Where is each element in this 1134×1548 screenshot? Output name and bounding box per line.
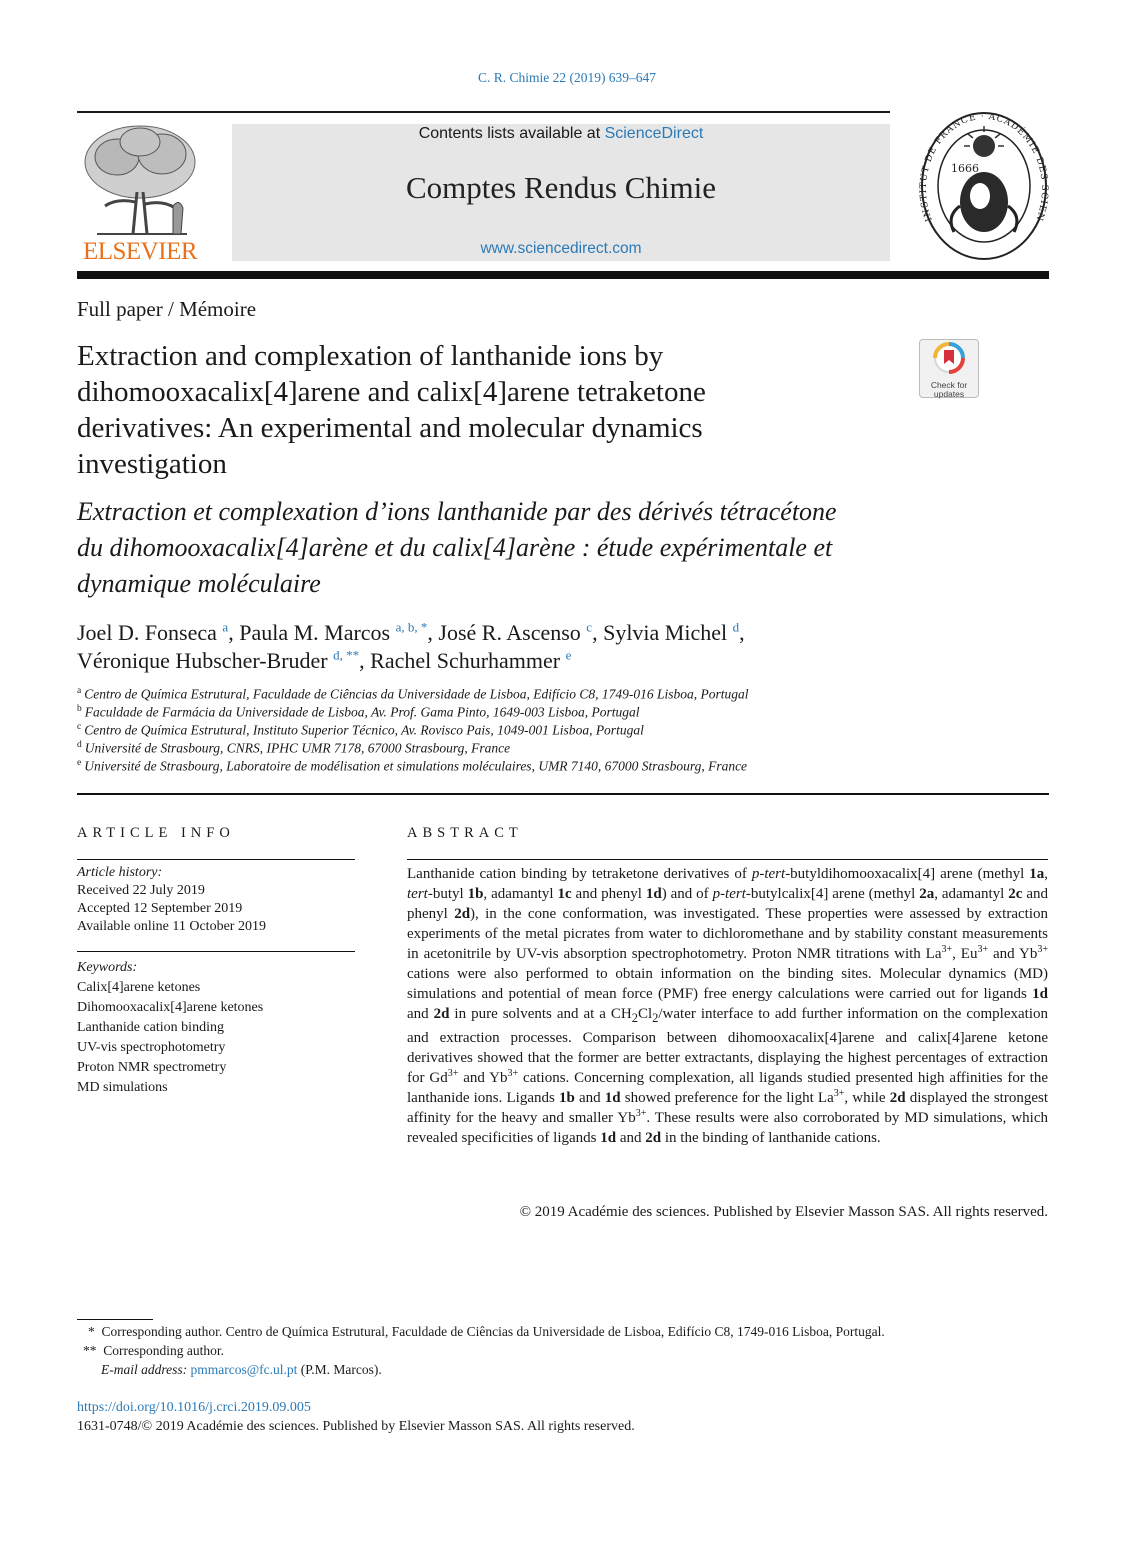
- contents-prefix: Contents lists available at: [418, 125, 605, 142]
- journal-name: Comptes Rendus Chimie: [406, 170, 716, 205]
- compound-label: 1c: [557, 886, 572, 902]
- author-name: Sylvia Michel: [603, 620, 728, 645]
- contents-line: [232, 125, 890, 143]
- author-sep: ,: [427, 620, 439, 645]
- abstract-run: /water interface to add further information on the complexation and extraction processes. Comparison between dihomooxacalix[4]arene and calix[4]arene ketone derivatives showed that the former are better extractants, displaying the highest percentages of extraction for Gd: [407, 1006, 1048, 1086]
- elsevier-wordmark: ELSEVIER: [82, 238, 198, 265]
- abstract-run: displayed the strongest affinity for the heavy and smaller Yb: [407, 1090, 1048, 1126]
- abstract-run: -butyl: [427, 886, 468, 902]
- author-sep: ,: [592, 620, 604, 645]
- header-thick-rule: [77, 271, 1049, 279]
- abstract-run: and Yb: [988, 946, 1038, 962]
- formula-sub: 2: [652, 1011, 659, 1025]
- charge-sup: 3+: [1037, 944, 1049, 955]
- footnote-corresponding-2: [83, 1343, 224, 1359]
- footnote-rule: [77, 1319, 153, 1320]
- affiliation-mark: d: [77, 740, 82, 750]
- abstract-run: , adamantyl: [483, 886, 558, 902]
- journal-citation: C. R. Chimie 22 (2019) 639–647: [477, 70, 657, 85]
- history-label: Article history:: [77, 865, 163, 880]
- keyword: Lanthanide cation binding: [77, 1020, 224, 1035]
- website-link[interactable]: www.sciencedirect.com: [480, 240, 642, 257]
- affiliation-text: Centro de Química Estrutural, Faculdade de Ciências da Universidade de Lisboa, Edifício C8, 1749-016 Lisboa, Portugal: [84, 686, 749, 702]
- abstract-copyright: © 2019 Académie des sciences. Published by Elsevier Masson SAS. All rights reserved.: [519, 1204, 1048, 1220]
- history-item: Available online 11 October 2019: [77, 919, 266, 934]
- french-title-line: dynamique moléculaire: [77, 569, 321, 598]
- section-rule: [77, 793, 1049, 795]
- footnote-mark: **: [83, 1343, 97, 1358]
- abstract-run: ,: [1044, 866, 1049, 882]
- author-name: Paula M. Marcos: [239, 620, 391, 645]
- french-title: [77, 494, 977, 602]
- compound-label: 2d: [645, 1130, 662, 1146]
- author-line-2: [77, 647, 1057, 675]
- author-affil-mark[interactable]: e: [565, 647, 572, 663]
- affiliation-mark: e: [77, 758, 82, 768]
- email-owner: (P.M. Marcos).: [297, 1362, 382, 1377]
- affiliation: [77, 704, 639, 721]
- sciencedirect-link[interactable]: ScienceDirect: [604, 125, 704, 142]
- article-title: [77, 338, 897, 482]
- author-sep: ,: [739, 620, 745, 645]
- charge-sup: 3+: [635, 1108, 647, 1119]
- abstract-text: [407, 864, 1048, 1148]
- author-affil-mark[interactable]: c: [586, 619, 593, 635]
- author-line-1: [77, 619, 1057, 647]
- keyword: MD simulations: [77, 1080, 168, 1095]
- compound-label: 1a: [1029, 866, 1045, 882]
- abstract-run: showed preference for the light La: [620, 1090, 834, 1106]
- author-name: Rachel Schurhammer: [370, 648, 561, 673]
- abstract-italic: p-tert: [712, 886, 746, 902]
- compound-label: 2a: [919, 886, 935, 902]
- compound-label: 2d: [454, 906, 471, 922]
- history-item: Accepted 12 September 2019: [77, 901, 243, 916]
- keywords-list: [77, 958, 357, 1098]
- abstract-run: in the binding of lanthanide cations.: [661, 1130, 881, 1146]
- footnote-text: Corresponding author.: [103, 1343, 224, 1358]
- affiliation-mark: b: [77, 704, 82, 714]
- academie-seal-logo: [918, 110, 1050, 262]
- abstract-run: in pure solvents and at a CH: [449, 1006, 632, 1022]
- affiliation-text: Centro de Química Estrutural, Instituto Superior Técnico, Av. Rovisco Pais, 1049-001 Lisboa, Portugal: [84, 722, 644, 738]
- title-line: dihomooxacalix[4]arene and calix[4]arene tetraketone: [77, 376, 706, 408]
- title-line: Extraction and complexation of lanthanide ions by: [77, 340, 664, 372]
- abstract-run: -butyldihomooxacalix[4] arene (methyl: [785, 866, 1030, 882]
- affiliation: [77, 722, 644, 739]
- email-label: E-mail address:: [101, 1362, 191, 1377]
- article-history: [77, 864, 357, 936]
- keyword: Calix[4]arene ketones: [77, 980, 201, 995]
- affiliation: [77, 758, 747, 775]
- charge-sup: 3+: [447, 1068, 459, 1079]
- compound-label: 1d: [645, 886, 662, 902]
- compound-label: 1b: [558, 1090, 575, 1106]
- affiliation-mark: c: [77, 722, 82, 732]
- abstract-run: cations. Concerning complexation, all ligands studied presented high affinities for the lanthanide ions. Ligands: [407, 1070, 1049, 1106]
- header-rule: [77, 111, 890, 113]
- author-affil-mark[interactable]: d, **: [333, 647, 360, 663]
- seal-text: INSTITUT DE FRANCE · ACADÉMIE DES SCIEN: [918, 111, 1050, 223]
- affiliation: [77, 686, 749, 703]
- keywords-label: Keywords:: [77, 960, 138, 975]
- compound-label: 1d: [600, 1130, 617, 1146]
- abstract-italic: p-tert: [751, 866, 786, 882]
- affiliation-text: Faculdade de Farmácia da Universidade de Lisboa, Av. Prof. Gama Pinto, 1649-003 Lisboa, Portugal: [84, 704, 640, 720]
- compound-label: 2c: [1008, 886, 1023, 902]
- author-name: Joel D. Fonseca: [77, 620, 217, 645]
- keyword: UV-vis spectrophotometry: [77, 1040, 226, 1055]
- abstract-run: -butylcalix[4] arene (methyl: [745, 886, 920, 902]
- seal-years-left: 1666: [951, 162, 979, 175]
- paper-type: Full paper / Mémoire: [77, 297, 257, 321]
- doi-link[interactable]: https://doi.org/10.1016/j.crci.2019.09.005: [77, 1400, 311, 1415]
- abstract-run: Cl: [637, 1006, 653, 1022]
- footnote-mark: *: [88, 1324, 95, 1339]
- footnote-email: [101, 1362, 382, 1378]
- abstract-run: and phenyl: [407, 886, 1048, 922]
- author-affil-mark[interactable]: a: [222, 619, 229, 635]
- author-list: [77, 619, 1057, 675]
- author-affil-mark[interactable]: a, b, *: [395, 619, 428, 635]
- author-sep: ,: [359, 648, 371, 673]
- footnote-corresponding-1: [88, 1324, 885, 1340]
- article-info-rule: [77, 859, 355, 860]
- author-name: Véronique Hubscher-Bruder: [77, 648, 328, 673]
- charge-sup: 3+: [977, 944, 989, 955]
- keywords-rule: [77, 951, 355, 952]
- compound-label: 2d: [889, 1090, 906, 1106]
- author-affil-mark[interactable]: d: [732, 619, 740, 635]
- abstract-run: . These results were also corroborated by MD simulations, which revealed specificities of ligands: [407, 1110, 1048, 1146]
- abstract-run: and Yb: [458, 1070, 508, 1086]
- abstract-run: and: [574, 1090, 605, 1106]
- keyword: Dihomooxacalix[4]arene ketones: [77, 1000, 264, 1015]
- abstract-run: Lanthanide cation binding by tetraketone derivatives of: [407, 866, 752, 882]
- abstract-run: , while: [844, 1090, 890, 1106]
- compound-label: 1b: [467, 886, 484, 902]
- compound-label: 2d: [433, 1006, 450, 1022]
- author-name: José R. Ascenso: [438, 620, 581, 645]
- abstract-heading: ABSTRACT: [407, 825, 523, 841]
- french-title-line: du dihomooxacalix[4]arène et du calix[4]arène : étude expérimentale et: [77, 533, 833, 562]
- affiliation-text: Université de Strasbourg, CNRS, IPHC UMR 7178, 67000 Strasbourg, France: [84, 740, 511, 756]
- charge-sup: 3+: [941, 944, 953, 955]
- compound-label: 1d: [1032, 986, 1048, 1002]
- history-item: Received 22 July 2019: [77, 883, 205, 898]
- affiliation-mark: a: [77, 686, 82, 696]
- check-for-updates-badge[interactable]: [919, 339, 979, 398]
- issn-copyright: 1631-0748/© 2019 Académie des sciences. Published by Elsevier Masson SAS. All rights reserved.: [77, 1419, 635, 1434]
- charge-sup: 3+: [833, 1088, 845, 1099]
- article-info-heading: ARTICLE INFO: [77, 825, 235, 841]
- footnote-text: Corresponding author. Centro de Química Estrutural, Faculdade de Ciências da Universidade de Lisboa, Edifício C8, 1749-016 Lisboa, Portugal.: [101, 1324, 885, 1339]
- abstract-run: and: [616, 1130, 646, 1146]
- affiliation-text: Université de Strasbourg, Laboratoire de modélisation et simulations moléculaires, UMR 7140, 67000 Strasbourg, France: [84, 758, 748, 774]
- title-line: investigation: [77, 448, 227, 480]
- abstract-italic: tert: [407, 886, 428, 902]
- abstract-run: cations were also performed to obtain information on the binding sites. Molecular dynamics (MD) simulations and potential of mean force (PMF) free energy calculations were carried out for ligands: [407, 966, 1048, 1002]
- check-updates-label: Check for updates: [930, 380, 968, 399]
- abstract-rule: [407, 859, 1048, 860]
- title-line: derivatives: An experimental and molecular dynamics: [77, 412, 703, 444]
- author-sep: ,: [228, 620, 240, 645]
- formula-sub: 2: [631, 1011, 638, 1025]
- keyword: Proton NMR spectrometry: [77, 1060, 227, 1075]
- french-title-line: Extraction et complexation d’ions lanthanide par des dérivés tétracétone: [77, 497, 837, 526]
- compound-label: 1d: [604, 1090, 621, 1106]
- abstract-run: ) and of: [661, 886, 713, 902]
- abstract-run: , adamantyl: [934, 886, 1009, 902]
- affiliation: [77, 740, 510, 757]
- abstract-run: and phenyl: [571, 886, 646, 902]
- charge-sup: 3+: [507, 1068, 519, 1079]
- abstract-run: and: [407, 1006, 434, 1022]
- check-updates-icon: [920, 340, 978, 376]
- email-link[interactable]: pmmarcos@fc.ul.pt: [190, 1362, 298, 1377]
- abstract-run: , Eu: [952, 946, 978, 962]
- abstract-run: ), in the cone conformation, was investigated. These properties were assessed by extraction experiments of the metal picrates from water to dichloromethane and by stability constant measurements in acetonitrile by UV-vis absorption spectrophotometry. Proton NMR titrations with La: [407, 906, 1048, 962]
